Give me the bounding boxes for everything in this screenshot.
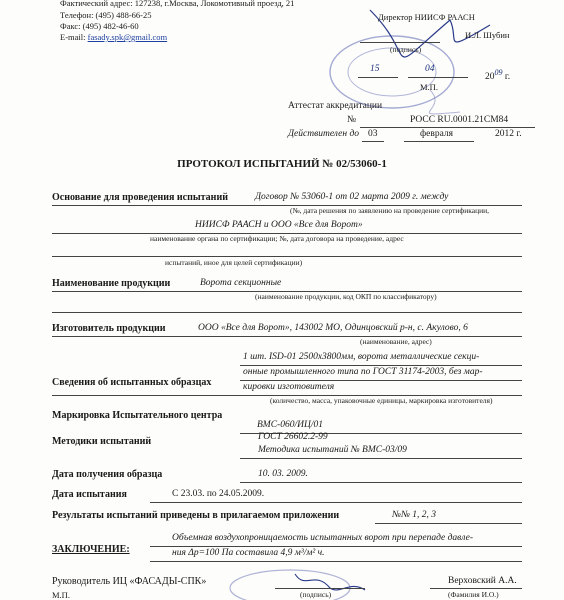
attestat-number: РОСС RU.0001.21СМ84 bbox=[410, 115, 509, 125]
basis-value-1: Договор № 53060-1 от 02 марта 2009 г. между bbox=[255, 192, 449, 202]
fax: Факс: (495) 482-46-60 bbox=[60, 21, 139, 31]
methods-value-1: ГОСТ 26602.2-99 bbox=[258, 432, 328, 442]
samples-value-3: кировки изготовителя bbox=[243, 382, 335, 392]
basis-caption-3: испытаний, иное для целей сертификации) bbox=[165, 258, 303, 267]
maker-value: ООО «Все для Ворот», 143002 МО, Одинцовский р-н, с. Акулово, 6 bbox=[198, 323, 468, 333]
address: Фактический адрес: 127238, г.Москва, Локомотивный проезд, 21 bbox=[60, 0, 295, 8]
footer-mp: М.П. bbox=[52, 590, 70, 600]
email-link[interactable]: fasady.spk@gmail.com bbox=[87, 32, 168, 42]
attestat-valid-year: 2012 г. bbox=[495, 129, 522, 139]
conclusion-label: ЗАКЛЮЧЕНИЕ: bbox=[52, 544, 130, 555]
basis-value-2: НИИСФ РААСН и ООО «Все для Ворот» bbox=[195, 220, 363, 230]
results-label: Результаты испытаний приведены в прилагаемом приложении bbox=[52, 510, 340, 521]
product-caption: (наименование продукции, код ОКП по классификатору) bbox=[255, 292, 437, 301]
methods-label: Методики испытаний bbox=[52, 436, 152, 447]
attestat-label: Аттестат аккредитации bbox=[288, 101, 383, 111]
basis-label: Основание для проведения испытаний bbox=[52, 192, 228, 203]
footer-head-label: Руководитель ИЦ «ФАСАДЫ-СПК» bbox=[52, 576, 207, 587]
samples-value-2: онные промышленного типа по ГОСТ 31174-2003, без мар- bbox=[243, 367, 483, 377]
page-title: ПРОТОКОЛ ИСПЫТАНИЙ № 02/53060-1 bbox=[177, 158, 387, 170]
director-name: И.Л. Шубин bbox=[465, 30, 510, 40]
maker-label: Изготовитель продукции bbox=[52, 323, 166, 334]
samples-caption: (количество, масса, упаковочные единицы, маркировка изготовителя) bbox=[270, 396, 493, 405]
marking-label: Маркировка Испытательного центра bbox=[52, 410, 223, 421]
received-value: 10. 03. 2009. bbox=[258, 469, 308, 479]
footer-stamp-icon bbox=[190, 560, 390, 600]
samples-label: Сведения об испытанных образцах bbox=[52, 377, 212, 388]
attestat-valid-label: Действителен до bbox=[288, 129, 360, 139]
test-date-label: Дата испытания bbox=[52, 489, 127, 500]
phone: Телефон: (495) 488-66-25 bbox=[60, 10, 152, 20]
email-row bbox=[60, 32, 167, 42]
maker-caption: (наименование, адрес) bbox=[360, 337, 432, 346]
footer-sign-caption: (подпись) bbox=[300, 590, 332, 599]
attestat-valid-month: февраля bbox=[420, 129, 454, 139]
footer-name: Верховский А.А. bbox=[448, 576, 517, 586]
director-title: Директор НИИСФ РААСН bbox=[378, 12, 475, 22]
email-label: E-mail: bbox=[60, 32, 86, 42]
approval-year: $20^{09}$ г. bbox=[485, 68, 511, 83]
stamp-caption: М.П. bbox=[420, 82, 438, 92]
director-sign-caption: (подпись) bbox=[390, 45, 422, 54]
footer-name-caption: (Фамилия И.О.) bbox=[448, 590, 499, 599]
results-value: №№ 1, 2, 3 bbox=[392, 510, 437, 520]
received-label: Дата получения образца bbox=[52, 469, 163, 480]
product-label: Наименование продукции bbox=[52, 278, 171, 289]
methods-value-2: Методика испытаний № ВМС-03/09 bbox=[258, 445, 407, 455]
conclusion-value-1: Объемная воздухопроницаемость испытанных ворот при перепаде давле- bbox=[172, 533, 474, 543]
product-value: Ворота секционные bbox=[200, 278, 282, 288]
attestat-valid-day: 03 bbox=[368, 129, 378, 139]
conclusion-value-2: ния Δр=100 Па составила 4,9 м³/м² ч. bbox=[172, 548, 325, 558]
attestat-number-label: № bbox=[347, 115, 357, 125]
basis-caption-2: наименование органа по сертификации; №, дата договора на проведение, адрес bbox=[150, 234, 404, 243]
test-date-value: С 23.03. по 24.05.2009. bbox=[172, 489, 265, 499]
marking-value: ВМС-060/ИЦ/01 bbox=[257, 420, 323, 430]
approval-day: 15 bbox=[370, 64, 380, 74]
basis-caption-1: (№, дата решения по заявлению на проведение сертификации, bbox=[290, 206, 490, 215]
approval-month: 04 bbox=[425, 64, 435, 74]
samples-value-1: 1 шт. ISD-01 2500х3800мм, ворота металлические секци- bbox=[243, 352, 480, 362]
